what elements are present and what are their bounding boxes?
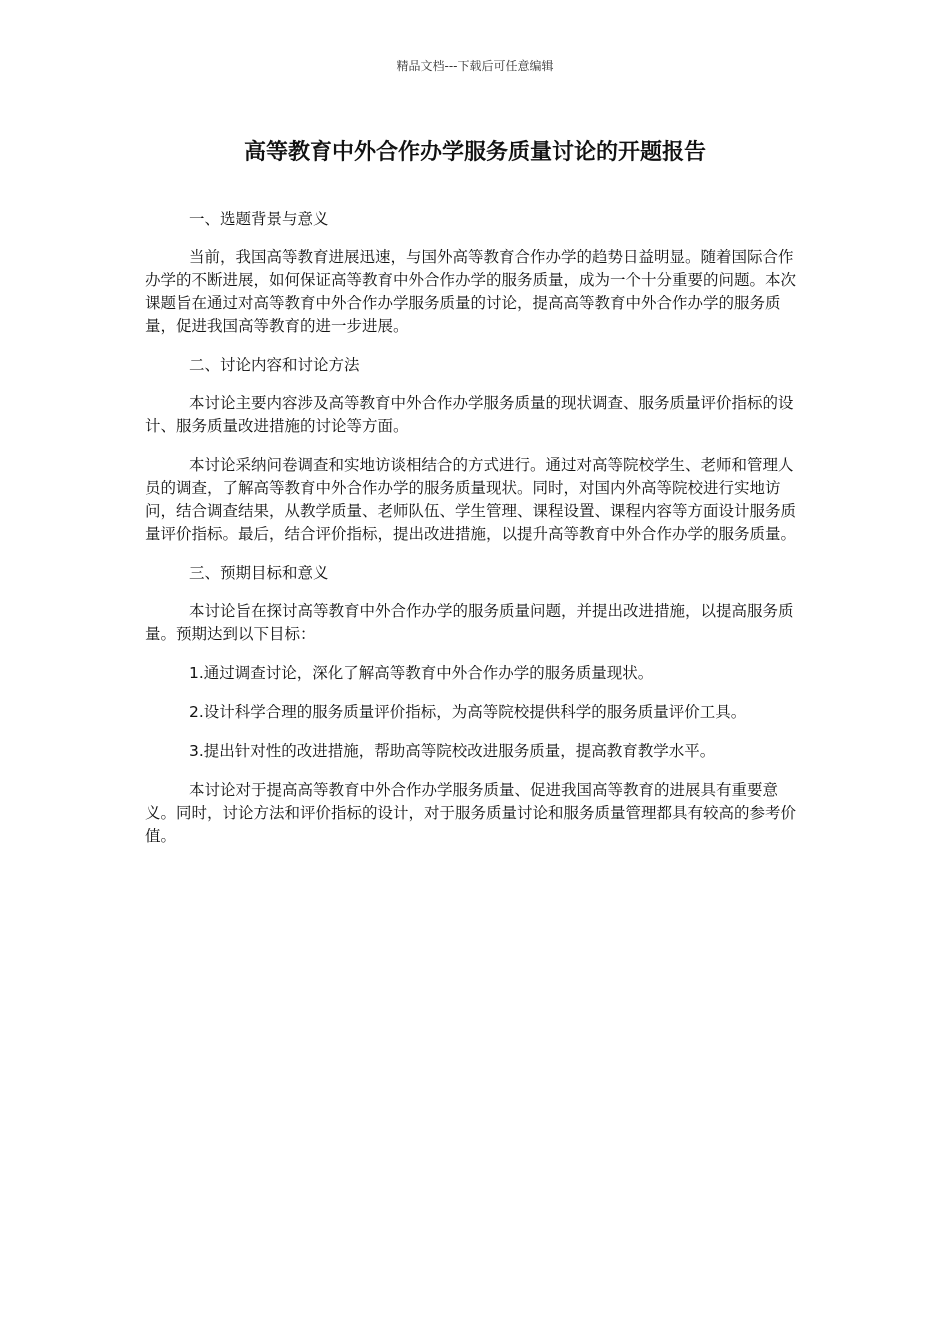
section-heading-content-methods: 二、讨论内容和讨论方法: [189, 356, 360, 374]
goal-item-1: 1.通过调查讨论，深化了解高等教育中外合作办学的服务质量现状。: [189, 664, 654, 682]
paragraph-methods: 本讨论采纳问卷调查和实地访谈相结合的方式进行。通过对高等院校学生、老师和管理人员的调查，了解高等教育中外合作办学的服务质量现状。同时，对国内外高等院校进行实地访问，结合调查结果，从教学质量、老师队伍、学生管理、课程设置、课程内容等方面设计服务质量评价指标。最后，结合评价指标，提出改进措施，以提升高等教育中外合作办学的服务质量。: [145, 456, 797, 543]
page-header-note: 精品文档---下载后可任意编辑: [396, 59, 554, 73]
paragraph-conclusion: 本讨论对于提高高等教育中外合作办学服务质量、促进我国高等教育的进展具有重要意义。同时，讨论方法和评价指标的设计，对于服务质量讨论和服务质量管理都具有较高的参考价值。: [145, 781, 797, 845]
section-heading-background: 一、选题背景与意义: [189, 210, 329, 228]
document-title: 高等教育中外合作办学服务质量讨论的开题报告: [243, 140, 706, 165]
section-heading-goals: 三、预期目标和意义: [189, 564, 329, 582]
paragraph-background: 当前，我国高等教育进展迅速，与国外高等教育合作办学的趋势日益明显。随着国际合作办学的不断进展，如何保证高等教育中外合作办学的服务质量，成为一个十分重要的问题。本次课题旨在通过对高等教育中外合作办学服务质量的讨论，提高高等教育中外合作办学的服务质量，促进我国高等教育的进一步进展。: [145, 248, 797, 335]
document-body: [145, 208, 805, 864]
paragraph-content: 本讨论主要内容涉及高等教育中外合作办学服务质量的现状调查、服务质量评价指标的设计、服务质量改进措施的讨论等方面。: [145, 394, 794, 435]
goal-item-2: 2.设计科学合理的服务质量评价指标，为高等院校提供科学的服务质量评价工具。: [189, 703, 747, 721]
goal-item-3: 3.提出针对性的改进措施，帮助高等院校改进服务质量，提高教育教学水平。: [189, 742, 716, 760]
paragraph-goals-intro: 本讨论旨在探讨高等教育中外合作办学的服务质量问题，并提出改进措施，以提高服务质量。预期达到以下目标：: [145, 602, 794, 643]
